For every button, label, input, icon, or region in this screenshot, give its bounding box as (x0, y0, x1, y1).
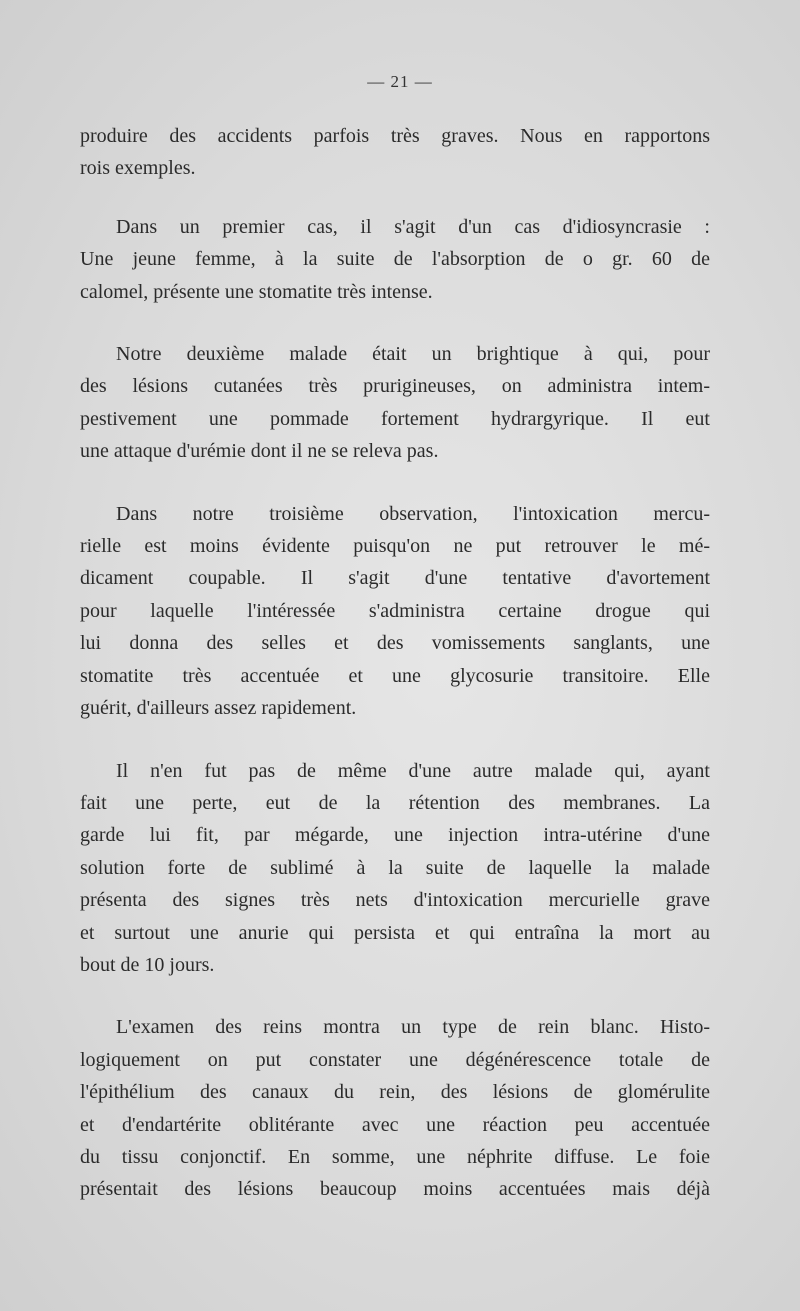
text-line: pestivement une pommade fortement hydrargyrique. Il eut (80, 407, 710, 430)
paragraph-2 (80, 211, 710, 308)
text-line: Notre deuxième malade était un brightique à qui, pour (116, 343, 710, 366)
text-line: présentait des lésions beaucoup moins accentuées mais déjà (80, 1178, 710, 1201)
text-line: Une jeune femme, à la suite de l'absorption de o gr. 60 de (80, 248, 710, 271)
text-line: dicament coupable. Il s'agit d'une tentative d'avortement (80, 567, 710, 590)
text-line: pour laquelle l'intéressée s'administra certaine drogue qui (80, 599, 710, 622)
text-line: des lésions cutanées très prurigineuses, on administra intem- (80, 375, 710, 398)
paragraph-4 (80, 498, 710, 725)
text-line: du tissu conjonctif. En somme, une néphrite diffuse. Le foie (80, 1145, 710, 1168)
paragraph-1 (80, 120, 710, 185)
text-line: et surtout une anurie qui persista et qui entraîna la mort au (80, 921, 710, 944)
text-line: rielle est moins évidente puisqu'on ne put retrouver le mé- (80, 535, 710, 558)
text-line: logiquement on put constater une dégénérescence totale de (80, 1048, 710, 1071)
text-line: l'épithélium des canaux du rein, des lésions de glomérulite (80, 1081, 710, 1104)
text-line: solution forte de sublimé à la suite de laquelle la malade (80, 856, 710, 879)
text-line: Il n'en fut pas de même d'une autre malade qui, ayant (116, 759, 710, 782)
paragraph-6 (80, 1011, 710, 1205)
text-line: Dans un premier cas, il s'agit d'un cas d'idiosyncrasie : (116, 215, 710, 238)
page-number: — 21 — (367, 72, 433, 91)
text-line: guérit, d'ailleurs assez rapidement. (80, 697, 357, 720)
text-line: garde lui fit, par mégarde, une injection intra-utérine d'une (80, 824, 710, 847)
text-line: présenta des signes très nets d'intoxication mercurielle grave (80, 889, 710, 912)
text-line: produire des accidents parfois très graves. Nous en rapportons (80, 125, 710, 147)
text-line: fait une perte, eut de la rétention des membranes. La (80, 791, 710, 814)
text-line: lui donna des selles et des vomissements sanglants, une (80, 632, 710, 655)
text-line: calomel, présente une stomatite très intense. (80, 280, 433, 303)
paragraph-5 (80, 755, 710, 982)
text-line: rois exemples. (80, 157, 196, 180)
text-line: et d'endartérite oblitérante avec une réaction peu accentuée (80, 1113, 710, 1136)
text-line: une attaque d'urémie dont il ne se releva pas. (80, 440, 439, 463)
text-line: L'examen des reins montra un type de rein blanc. Histo- (116, 1016, 710, 1039)
text-line: stomatite très accentuée et une glycosurie transitoire. Elle (80, 664, 710, 687)
text-line: Dans notre troisième observation, l'intoxication mercu- (116, 502, 710, 525)
body-text (80, 120, 710, 1232)
paragraph-3 (80, 338, 710, 468)
text-line: bout de 10 jours. (80, 953, 215, 976)
